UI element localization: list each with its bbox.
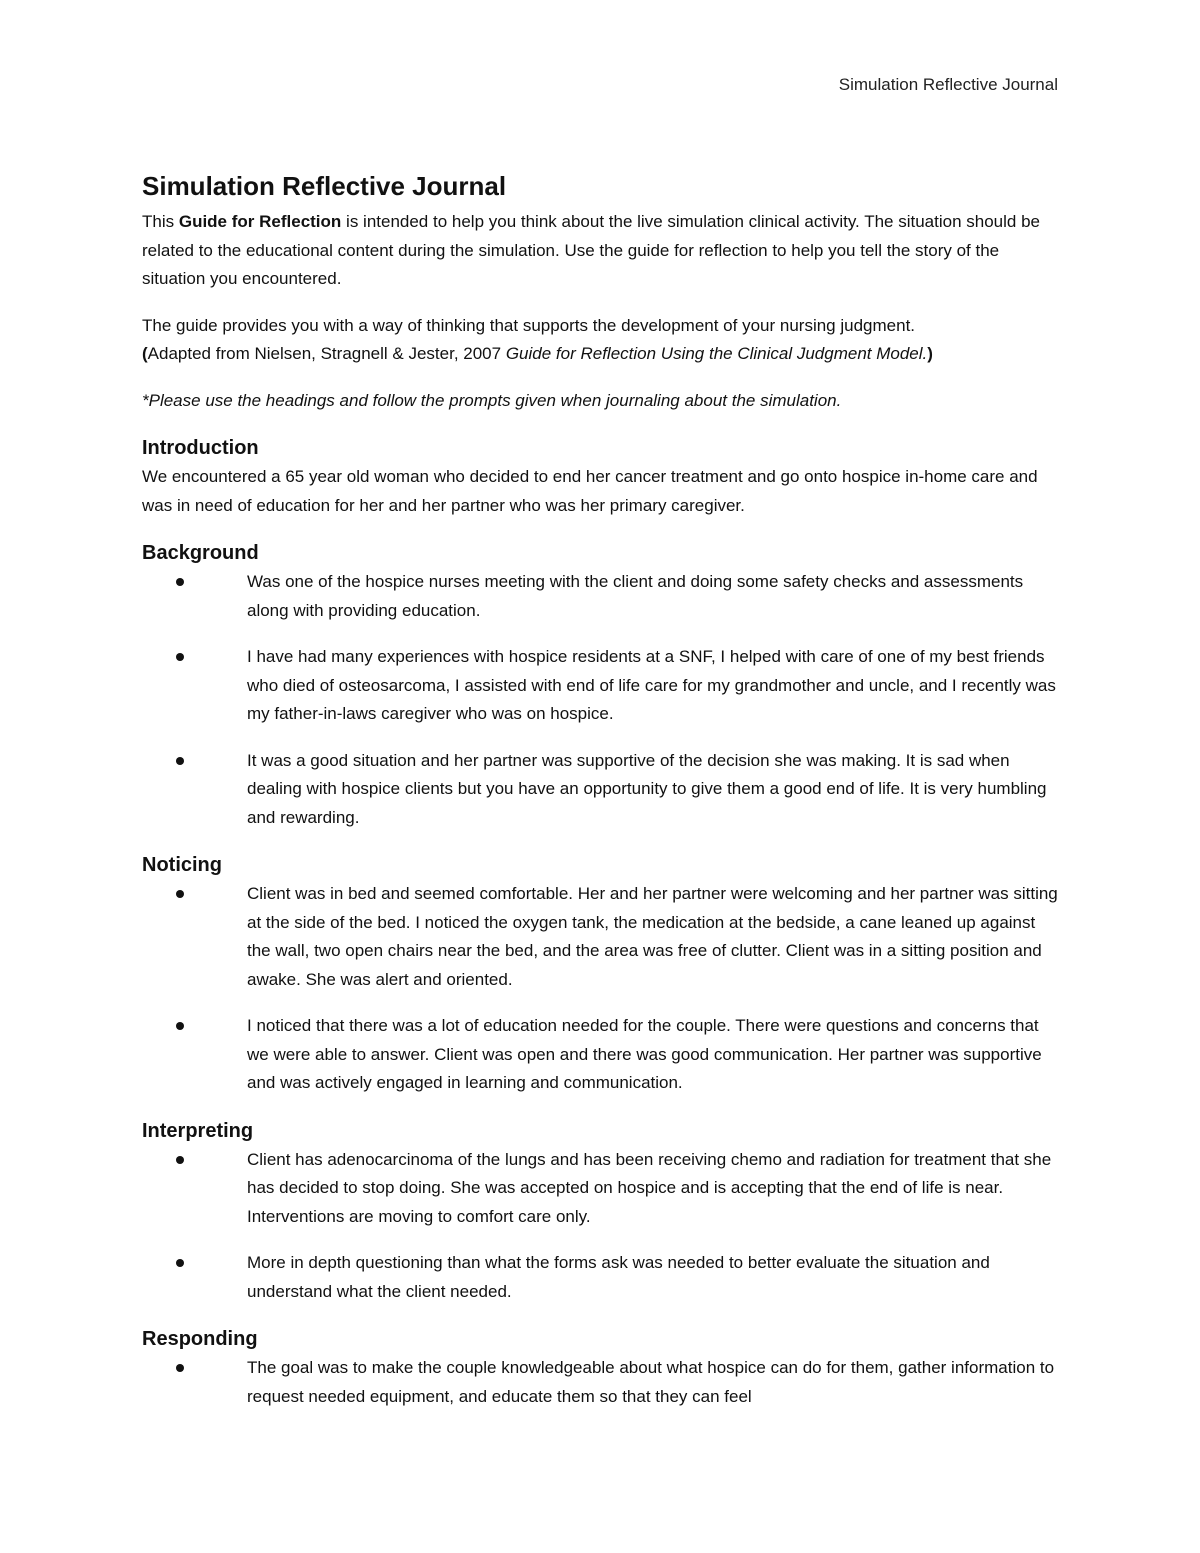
bullet-icon: [176, 1364, 184, 1372]
intro-text-start: This: [142, 212, 179, 231]
section-heading-responding: Responding: [142, 1328, 258, 1350]
list-item-text: I have had many experiences with hospice residents at a SNF, I helped with care of one of my best friends who died of osteosarcoma, I assisted with end of life care for my grandmother and uncle, and I recently was my father-in-laws caregiver who was on hospice.: [247, 647, 1056, 723]
bullet-icon: [176, 757, 184, 765]
section-heading-interpreting: Interpreting: [142, 1119, 254, 1142]
list-item-text: Was one of the hospice nurses meeting with the client and doing some safety checks and assessments along with providing education.: [247, 572, 1024, 620]
bullet-icon: [176, 653, 184, 661]
list-item: [142, 747, 1062, 833]
bullet-icon: [176, 1156, 184, 1164]
section-heading-noticing: Noticing: [142, 854, 222, 876]
judgment-line: The guide provides you with a way of thinking that supports the development of your nursing judgment.: [142, 315, 916, 335]
interpreting-list: [142, 1146, 1062, 1307]
intro-paragraph-guide: [142, 208, 1062, 294]
introduction-text: We encountered a 65 year old woman who decided to end her cancer treatment and go onto hospice in-home care and was in need of education for her and her partner who was her primary caregiver.: [142, 467, 1038, 515]
list-item: [142, 1249, 1062, 1306]
list-item-text: I noticed that there was a lot of education needed for the couple. There were questions and concerns that we were able to answer. Client was open and there was good communication. Her partner was supportive and was actively engaged in learning and communication.: [247, 1016, 1042, 1092]
list-item-text: Client has adenocarcinoma of the lungs and has been receiving chemo and radiation for treatment that she has decided to stop doing. She was accepted on hospice and is accepting that the end of life is near. Interventions are moving to comfort care only.: [247, 1149, 1052, 1226]
citation-close-paren: ): [927, 344, 933, 363]
instructions-italic: *Please use the headings and follow the prompts given when journaling about the simulation.: [142, 390, 842, 410]
bullet-icon: [176, 578, 184, 586]
list-item-text: The goal was to make the couple knowledgeable about what hospice can do for them, gather information to request needed equipment, and educate them so that they can feel: [247, 1358, 1055, 1406]
section-heading-introduction: Introduction: [142, 437, 259, 459]
guide-for-reflection-bold: Guide for Reflection: [178, 212, 342, 231]
running-header: Simulation Reflective Journal: [838, 75, 1058, 94]
background-list: [142, 568, 1062, 832]
intro-paragraph-instructions: [142, 387, 1062, 416]
noticing-list: [142, 880, 1062, 1098]
document-body: [142, 168, 1062, 1411]
citation-text: Adapted from Nielsen, Stragnell & Jester, 2007: [147, 344, 506, 363]
list-item-text: More in depth questioning than what the forms ask was needed to better evaluate the situation and understand what the client needed.: [247, 1253, 990, 1301]
list-item: [142, 568, 1062, 625]
list-item: [142, 880, 1062, 994]
bullet-icon: [176, 1022, 184, 1030]
bullet-icon: [176, 1259, 184, 1267]
list-item: [142, 1354, 1062, 1411]
citation-open-paren: (: [142, 344, 148, 363]
responding-list: [142, 1354, 1062, 1411]
bullet-icon: [176, 890, 184, 898]
citation-title-italic: Guide for Reflection Using the Clinical Judgment Model.: [505, 344, 928, 363]
intro-text-rest: is intended to help you think about the live simulation clinical activity. The situation should be related to the educational content during the simulation. Use the guide for reflection to help you tell the story of the situation you encountered.: [142, 212, 1040, 288]
list-item: [142, 643, 1062, 729]
list-item-text: Client was in bed and seemed comfortable. Her and her partner were welcoming and her partner was sitting at the side of the bed. I noticed the oxygen tank, the medication at the bedside, a cane leaned up against the wall, two open chairs near the bed, and the area was free of clutter. Client was in a sitting position and awake. She was alert and oriented.: [247, 884, 1058, 989]
intro-paragraph-judgment: [142, 312, 1062, 369]
document-title: Simulation Reflective Journal: [142, 171, 507, 201]
list-item-text: It was a good situation and her partner was supportive of the decision she was making. It is sad when dealing with hospice clients but you have an opportunity to give them a good end of life. It is very humbling and rewarding.: [247, 750, 1047, 827]
list-item: [142, 1146, 1062, 1232]
list-item: [142, 1012, 1062, 1098]
section-heading-background: Background: [142, 542, 259, 564]
